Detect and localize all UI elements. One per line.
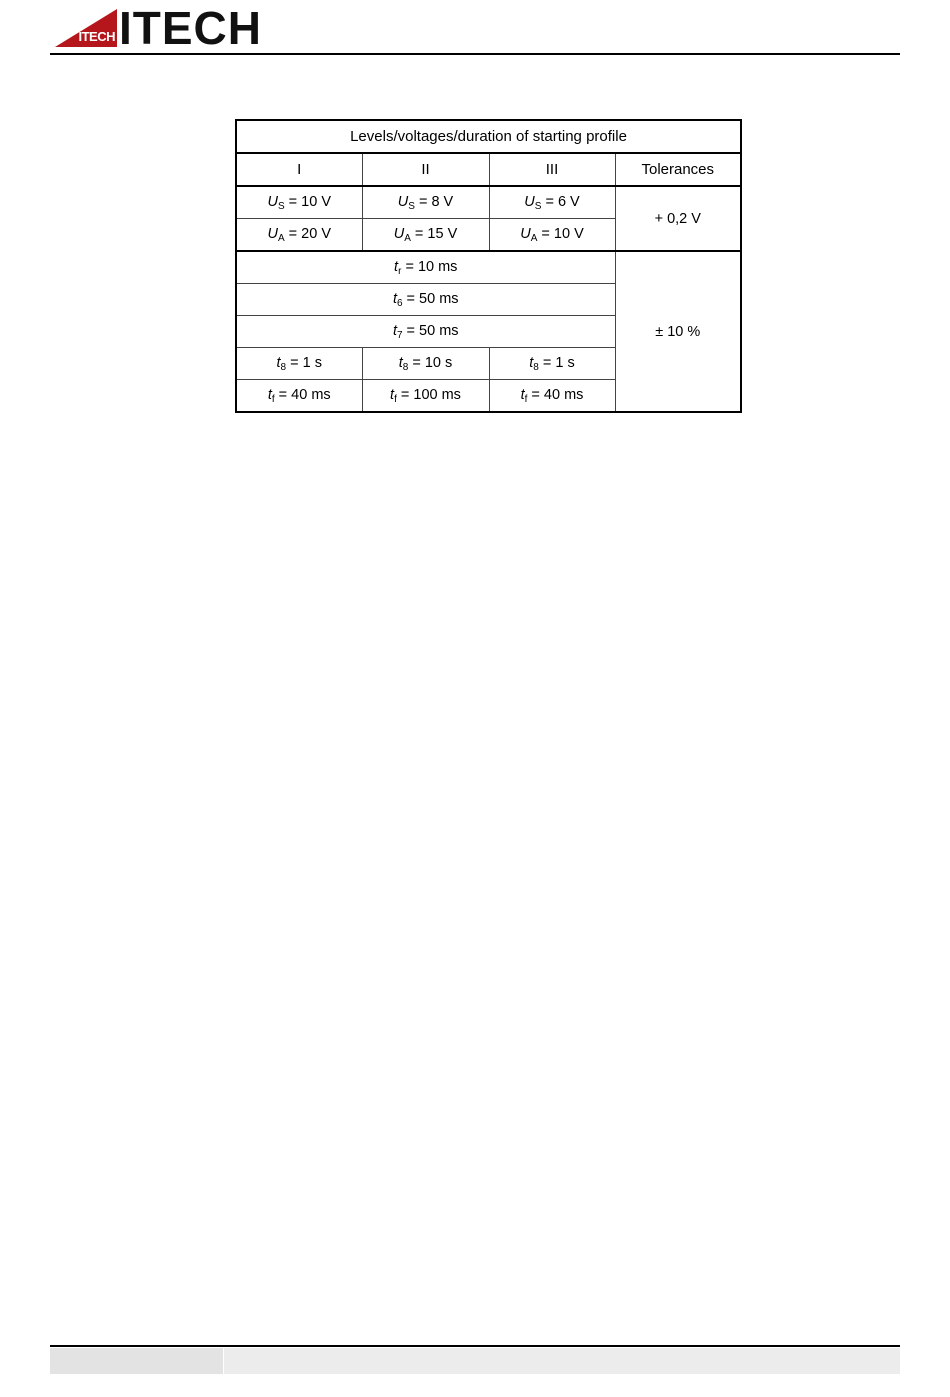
table-row-tr	[236, 251, 741, 284]
cell-tr: $t_r = 10$ ms	[236, 251, 615, 284]
cell-us-i: $U_S = 10$ V	[236, 186, 362, 219]
footer-left-block	[50, 1348, 223, 1374]
cell-ua-iii: $U_A = 10$ V	[489, 219, 615, 252]
starting-profile-table	[235, 119, 742, 413]
footer-divider	[50, 1345, 900, 1347]
cell-time-tolerance: ± 10 %	[615, 251, 741, 412]
column-header-iii: III	[489, 153, 615, 186]
logo-mark-text: ITECH	[78, 29, 115, 44]
table-title-row	[236, 120, 741, 153]
cell-t6: $t_6 = 50$ ms	[236, 284, 615, 316]
cell-ua-i: $U_A = 20$ V	[236, 219, 362, 252]
footer-right-block	[223, 1348, 900, 1374]
table-row-us	[236, 186, 741, 219]
cell-t8-ii: $t_8 = 10$ s	[362, 348, 489, 380]
header-divider	[50, 53, 900, 55]
footer-bar	[50, 1348, 900, 1374]
table-header-row	[236, 153, 741, 186]
cell-tf-i: $t_f = 40$ ms	[236, 380, 362, 413]
cell-t8-i: $t_8 = 1$ s	[236, 348, 362, 380]
cell-ua-ii: $U_A = 15$ V	[362, 219, 489, 252]
column-header-tolerances: Tolerances	[615, 153, 741, 186]
column-header-ii: II	[362, 153, 489, 186]
cell-t8-iii: $t_8 = 1$ s	[489, 348, 615, 380]
itech-logo	[55, 2, 262, 54]
cell-tf-iii: $t_f = 40$ ms	[489, 380, 615, 413]
cell-voltage-tolerance: + 0,2 V	[615, 186, 741, 251]
cell-tf-ii: $t_f = 100$ ms	[362, 380, 489, 413]
logo-wordmark: ITECH	[119, 2, 262, 54]
cell-t7: $t_7 = 50$ ms	[236, 316, 615, 348]
cell-us-ii: $U_S = 8$ V	[362, 186, 489, 219]
logo-mark-icon	[55, 9, 117, 47]
table-title: Levels/voltages/duration of starting profile	[236, 120, 741, 153]
column-header-i: I	[236, 153, 362, 186]
cell-us-iii: $U_S = 6$ V	[489, 186, 615, 219]
